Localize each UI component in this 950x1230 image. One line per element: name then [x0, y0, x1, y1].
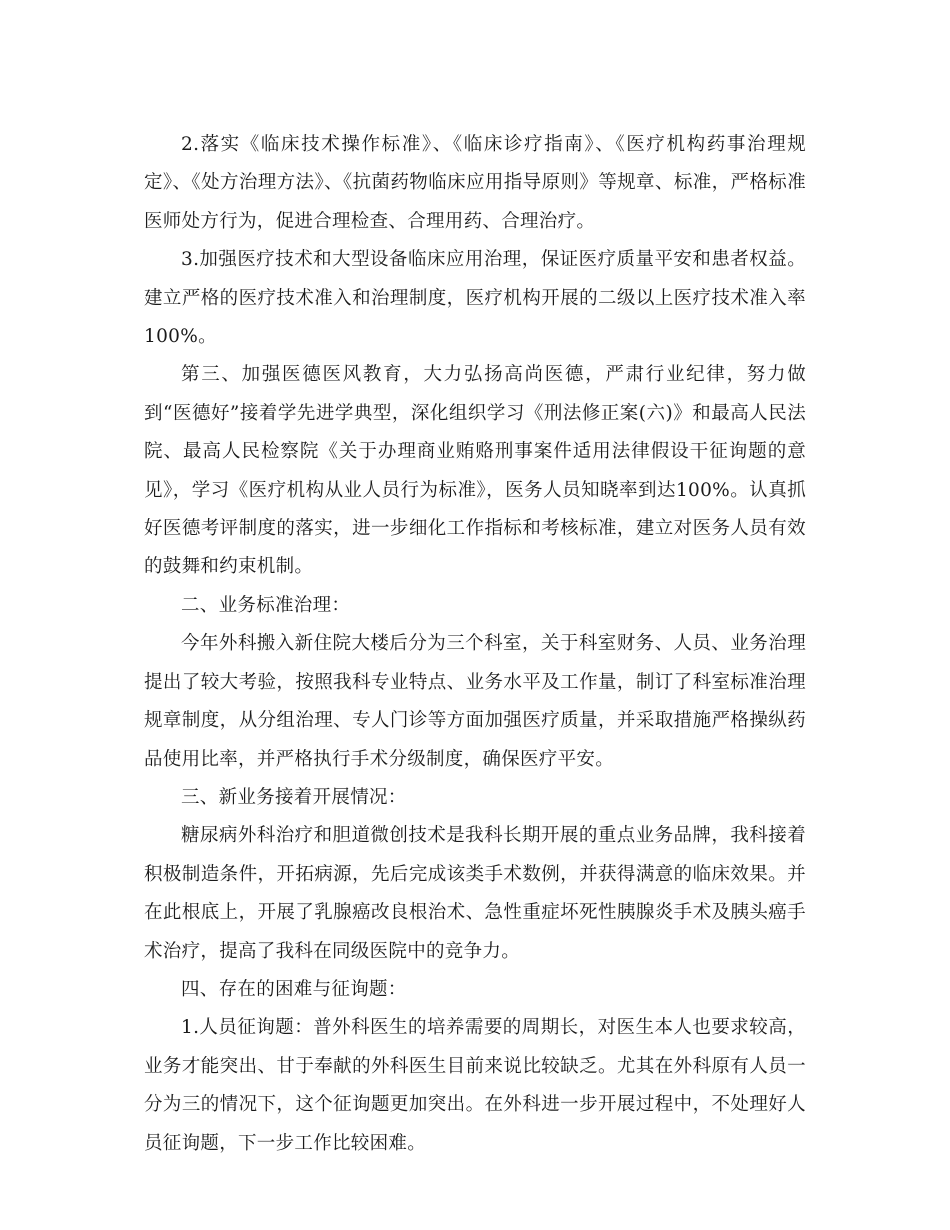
paragraph-implement-standards: 2.落实《临床技术操作标准》、《临床诊疗指南》、《医疗机构药事治理规定》、《处方治理方法》、《抗菌药物临床应用指导原则》等规章、标准，严格标准医师处方行为，促进合理检查、合理用药、合理治疗。: [144, 134, 806, 232]
paragraph-new-surgeries: 糖尿病外科治疗和胆道微创技术是我科长期开展的重点业务品牌，我科接着积极制造条件，开拓病源，先后完成该类手术数例，并获得满意的临床效果。并在此根底上，开展了乳腺癌改良根治术、急性重症坏死性胰腺炎手术及胰头癌手术治疗，提高了我科在同级医院中的竞争力。: [144, 825, 806, 962]
paragraph-technology-management: 3.加强医疗技术和大型设备临床应用治理，保证医疗质量平安和患者权益。建立严格的医疗技术准入和治理制度，医疗机构开展的二级以上医疗技术准入率100%。: [144, 249, 806, 348]
document-body: [144, 126, 806, 1163]
section-heading-business-management: 二、业务标准治理：: [181, 594, 351, 616]
section-heading-new-business: 三、新业务接着开展情况：: [181, 786, 407, 808]
section-heading-difficulties: 四、存在的困难与征询题：: [181, 978, 407, 1000]
paragraph-staffing-issue: 1.人员征询题：普外科医生的培养需要的周期长，对医生本人也要求较高，业务才能突出、甘于奉献的外科医生目前来说比较缺乏。尤其在外科原有人员一分为三的情况下，这个征询题更加突出。在外科进一步开展过程中，不处理好人员征询题，下一步工作比较困难。: [144, 1017, 806, 1154]
paragraph-department-restructure: 今年外科搬入新住院大楼后分为三个科室，关于科室财务、人员、业务治理提出了较大考验，按照我科专业特点、业务水平及工作量，制订了科室标准治理规章制度，从分组治理、专人门诊等方面加强医疗质量，并采取措施严格操纵药品使用比率，并严格执行手术分级制度，确保医疗平安。: [144, 633, 806, 770]
paragraph-medical-ethics: 第三、加强医德医风教育，大力弘扬高尚医德，严肃行业纪律，努力做到“医德好”接着学先进学典型，深化组织学习《刑法修正案(六)》和最高人民法院、最高人民检察院《关于办理商业贿赂刑事案件适用法律假设干征询题的意见》，学习《医疗机构从业人员行为标准》，医务人员知晓率到达100%。认真抓好医德考评制度的落实，进一步细化工作指标和考核标准，建立对医务人员有效的鼓舞和约束机制。: [144, 364, 806, 578]
